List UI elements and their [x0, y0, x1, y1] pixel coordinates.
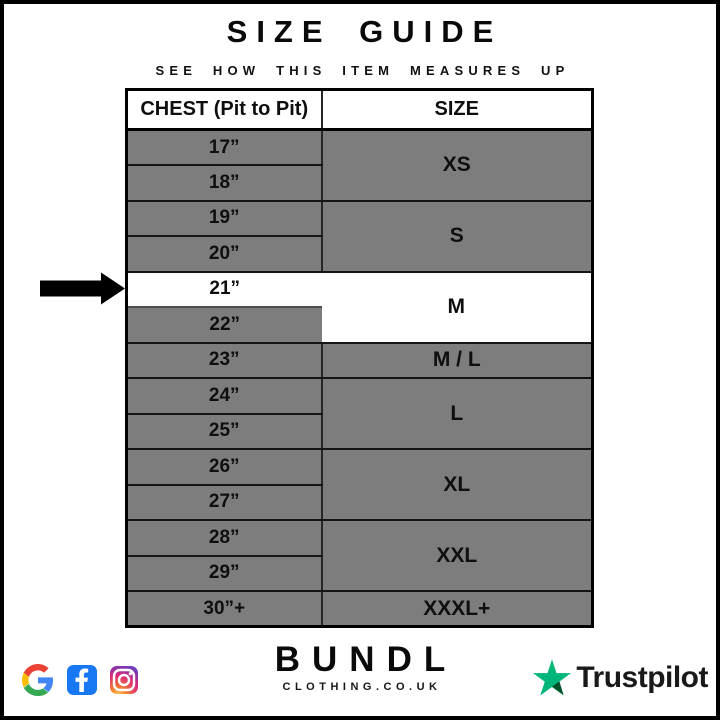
trustpilot-logo[interactable]: [533, 659, 708, 696]
chest-cell-22: 22”: [127, 307, 322, 343]
table-row: [127, 201, 593, 237]
table-row: [127, 378, 593, 414]
table-row: [127, 449, 593, 485]
chest-cell-27: 27”: [127, 485, 322, 521]
size-guide-table: [125, 88, 594, 628]
chest-cell-18: 18”: [127, 165, 322, 201]
table-header-row: [127, 90, 593, 130]
chest-cell-26: 26”: [127, 449, 322, 485]
selection-arrow: [38, 271, 126, 306]
size-cell-xxxl: XXXL+: [322, 591, 593, 627]
chest-cell-17: 17”: [127, 130, 322, 166]
chest-cell-28: 28”: [127, 520, 322, 556]
chest-cell-23: 23”: [127, 343, 322, 379]
table-row: [127, 343, 593, 379]
chest-cell-20: 20”: [127, 236, 322, 272]
table-row-highlighted: [127, 272, 593, 308]
arrow-right-icon: [38, 271, 126, 306]
table-header-chest: CHEST (Pit to Pit): [127, 90, 322, 130]
table-row: [127, 130, 593, 166]
chest-cell-29: 29”: [127, 556, 322, 592]
chest-cell-21-highlighted: 21”: [127, 272, 322, 308]
trustpilot-label: Trustpilot: [576, 660, 708, 694]
size-cell-xl: XL: [322, 449, 593, 520]
chest-cell-19: 19”: [127, 201, 322, 237]
table-header-size: SIZE: [322, 90, 593, 130]
size-cell-m-l: M / L: [322, 343, 593, 379]
table-row: [127, 591, 593, 627]
page-subtitle: SEE HOW THIS ITEM MEASURES UP: [155, 63, 570, 78]
size-cell-s: S: [322, 201, 593, 272]
brand-tagline: CLOTHING.CO.UK: [282, 681, 442, 693]
chest-cell-30plus: 30”+: [127, 591, 322, 627]
chest-cell-24: 24”: [127, 378, 322, 414]
page-title: SIZE GUIDE: [226, 14, 503, 49]
trustpilot-star-icon: [533, 659, 571, 696]
size-cell-xs: XS: [322, 130, 593, 201]
brand-name: BUNDL: [274, 640, 458, 679]
table-row: [127, 520, 593, 556]
size-cell-l: L: [322, 378, 593, 449]
chest-cell-25: 25”: [127, 414, 322, 450]
size-cell-xxl: XXL: [322, 520, 593, 591]
size-cell-m-highlighted: M: [322, 272, 593, 343]
